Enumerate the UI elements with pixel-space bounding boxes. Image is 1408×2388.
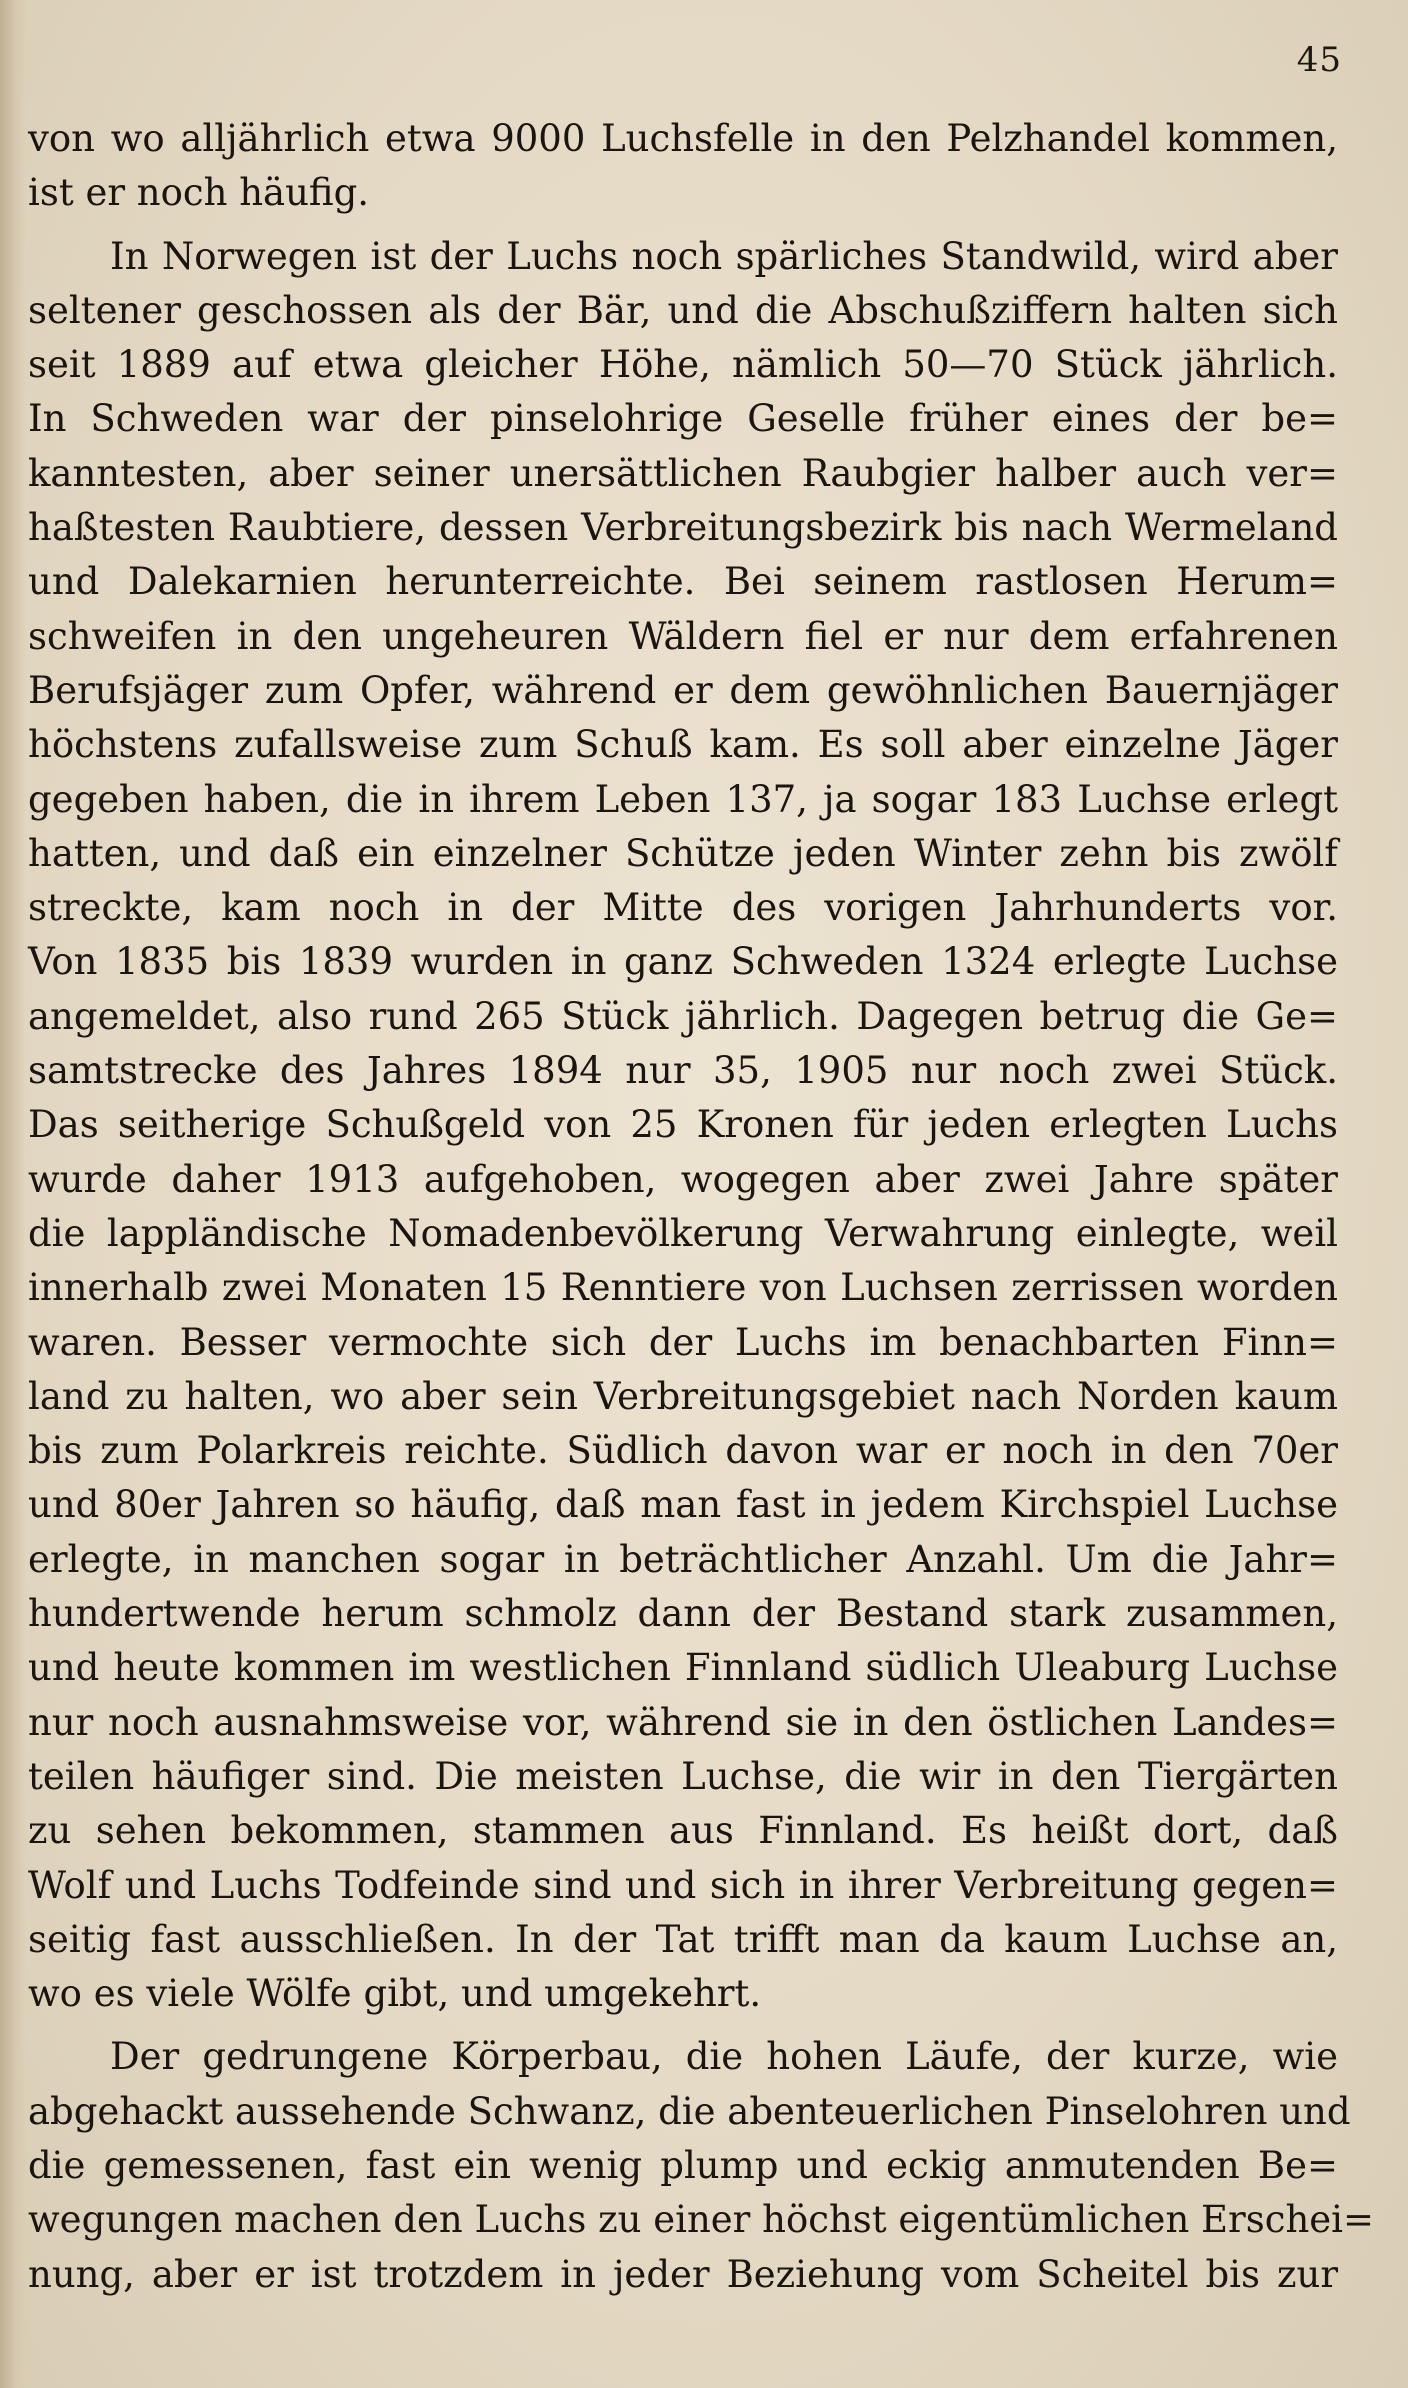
text-line: von wo alljährlich etwa 9000 Luchsfelle in den Pelzhandel kommen, [28,117,1338,160]
text-line: ist er noch häufig. [28,171,370,215]
paragraph [28,112,1338,221]
text-line: zu sehen bekommen, stammen aus Finnland. Es heißt dort, daß [28,1809,1338,1853]
text-line: seit 1889 auf etwa gleicher Höhe, nämlich 50—70 Stück jährlich. [28,343,1338,387]
text-line: hatten, und daß ein einzelner Schütze jeden Winter zehn bis zwölf [28,831,1338,875]
text-line: höchstens zufallsweise zum Schuß kam. Es soll aber einzelne Jäger [28,723,1338,767]
text-line: schweifen in den ungeheuren Wäldern fiel er nur dem erfahrenen [28,614,1338,658]
text-line: haßtesten Raubtiere, dessen Verbreitungsbezirk bis nach Wermeland [28,506,1338,550]
text-line: erlegte, in manchen sogar in beträchtlicher Anzahl. Um die Jahr= [28,1537,1338,1581]
text-line: In Schweden war der pinselohrige Geselle früher eines der be= [28,397,1338,441]
text-line: seitig fast ausschließen. In der Tat trifft man da kaum Luchse an, [28,1917,1338,1961]
text-line: land zu halten, wo aber sein Verbreitungsgebiet nach Norden kaum [28,1374,1338,1418]
paragraph [28,230,1338,2022]
text-line: angemeldet, also rund 265 Stück jährlich. Dagegen betrug die Ge= [28,994,1338,1038]
text-line: kanntesten, aber seiner unersättlichen Raubgier halber auch ver= [28,451,1338,495]
paragraph [28,2030,1375,2301]
text-line: Der gedrungene Körperbau, die hohen Läufe, der kurze, wie [110,2035,1338,2079]
page-gutter-shadow [0,0,26,2388]
page-number: 45 [1296,40,1342,80]
text-line: wegungen machen den Luchs zu einer höchst eigentümlichen Erschei= [28,2198,1375,2242]
text-line: Das seitherige Schußgeld von 25 Kronen für jeden erlegten Luchs [28,1103,1338,1147]
body-text [28,112,1375,2302]
text-line: In Norwegen ist der Luchs noch spärliches Standwild, wird aber [110,234,1338,278]
text-line: hundertwende herum schmolz dann der Bestand stark zusammen, [28,1592,1338,1636]
text-line: seltener geschossen als der Bär, und die Abschußziffern halten sich [28,288,1338,332]
text-line: nur noch ausnahmsweise vor, während sie in den östlichen Landes= [28,1700,1338,1744]
text-line: Von 1835 bis 1839 wurden in ganz Schweden 1324 erlegte Luchse [28,940,1338,984]
text-line: bis zum Polarkreis reichte. Südlich davon war er noch in den 70er [28,1429,1338,1473]
text-line: die lappländische Nomadenbevölkerung Verwahrung einlegte, weil [28,1211,1338,1255]
text-line: abgehackt aussehende Schwanz, die abenteuerlichen Pinselohren und [28,2089,1351,2133]
text-line: und Dalekarnien herunterreichte. Bei seinem rastlosen Herum= [28,560,1338,604]
text-line: nung, aber er ist trotzdem in jeder Beziehung vom Scheitel bis zur [28,2252,1338,2296]
text-line: Berufsjäger zum Opfer, während er dem gewöhnlichen Bauernjäger [28,668,1338,712]
text-line: die gemessenen, fast ein wenig plump und eckig anmutenden Be= [28,2143,1338,2187]
text-line: innerhalb zwei Monaten 15 Renntiere von Luchsen zerrissen worden [28,1266,1338,1310]
text-line: samtstrecke des Jahres 1894 nur 35, 1905 nur noch zwei Stück. [28,1049,1338,1093]
text-line: wo es viele Wölfe gibt, und umgekehrt. [28,1972,762,2016]
text-line: Wolf und Luchs Todfeinde sind und sich in ihrer Verbreitung gegen= [28,1863,1338,1907]
text-line: teilen häufiger sind. Die meisten Luchse, die wir in den Tiergärten [28,1754,1338,1798]
text-line: waren. Besser vermochte sich der Luchs im benachbarten Finn= [28,1320,1338,1364]
text-line: wurde daher 1913 aufgehoben, wogegen aber zwei Jahre später [28,1157,1338,1201]
text-line: und heute kommen im westlichen Finnland südlich Uleaburg Luchse [28,1646,1338,1690]
text-line: streckte, kam noch in der Mitte des vorigen Jahrhunderts vor. [28,886,1338,930]
text-line: und 80er Jahren so häufig, daß man fast in jedem Kirchspiel Luchse [28,1483,1338,1527]
text-line: gegeben haben, die in ihrem Leben 137, ja sogar 183 Luchse erlegt [28,777,1338,821]
